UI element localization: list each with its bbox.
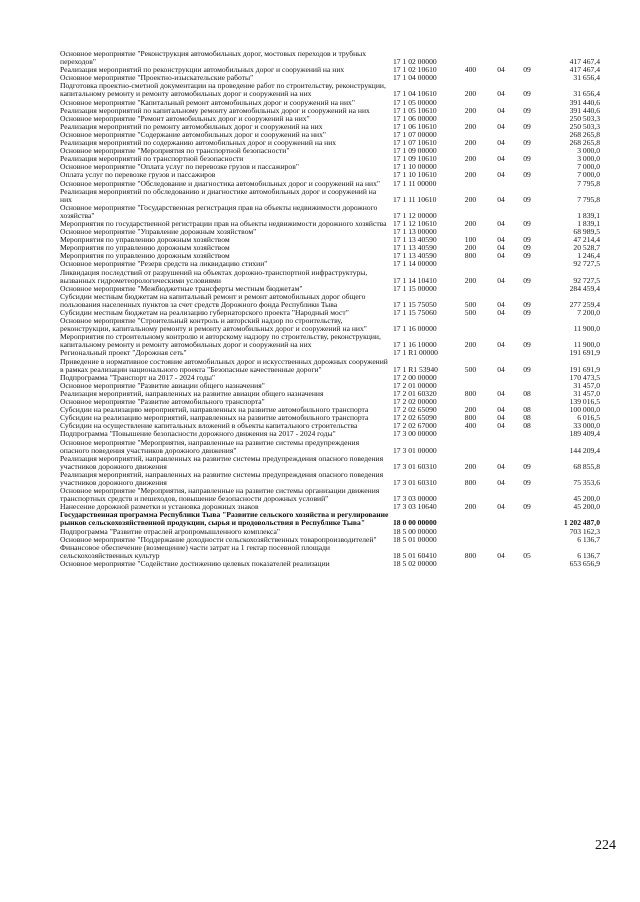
row-code: 17 1 06 10610: [393, 121, 437, 131]
row-sum: 268 265,8: [569, 129, 600, 139]
row-name: Основное мероприятие "Строительный контроль и авторский надзор по строительству, реконструкции, капитальному ремонту и ремонту автомобильных дорог и сооружений на них": [60, 316, 367, 334]
row-vr: 100: [464, 235, 477, 245]
row-sum: 68 855,8: [573, 461, 600, 471]
row-sum: 1 246,4: [577, 251, 600, 261]
row-sum: 92 727,5: [573, 275, 600, 285]
row-sum: 268 265,8: [569, 138, 600, 148]
row-code: 17 2 02 67000: [393, 421, 437, 431]
row-code: 17 1 14 10410: [393, 275, 437, 285]
row-code: 17 1 13 40590: [393, 251, 437, 261]
row-rz: 04: [497, 405, 505, 415]
row-vr: 200: [464, 502, 477, 512]
table-row: [60, 511, 600, 527]
row-code: 17 1 16 00000: [393, 324, 437, 334]
row-sum: 92 727,5: [573, 259, 600, 269]
row-vr: 200: [464, 170, 477, 180]
row-pr: 08: [523, 388, 531, 398]
row-code: 17 3 03 10640: [393, 502, 437, 512]
row-sum: 7 200,0: [577, 308, 600, 317]
row-sum: 3 000,0: [577, 154, 600, 164]
row-rz: 04: [497, 388, 505, 398]
row-pr: 08: [523, 421, 531, 431]
row-sum: 31 457,0: [573, 380, 600, 390]
row-vr: 800: [464, 251, 477, 261]
row-pr: 09: [523, 218, 531, 228]
table-row: [60, 204, 600, 220]
row-rz: 04: [497, 121, 505, 131]
budget-table: [60, 50, 600, 568]
row-code: 17 1 05 10610: [393, 105, 437, 115]
row-name: Оплата услуг по перевозке грузов и пассажиров: [60, 170, 216, 180]
row-code: 17 3 00 00000: [393, 429, 437, 439]
row-name: Мероприятия по управлению дорожным хозяйством: [60, 235, 230, 245]
table-row: [60, 455, 600, 471]
row-sum: 45 200,0: [573, 494, 600, 504]
row-code: 17 1 15 75060: [393, 308, 437, 317]
row-vr: 200: [464, 243, 477, 253]
row-name: Основное мероприятие "Мероприятия, направленные на развитие системы предупреждения опасного поведения участников дорожного движения": [60, 437, 360, 455]
row-pr: 09: [523, 299, 531, 309]
row-sum: 6 136,7: [577, 534, 600, 544]
row-code: 17 1 13 40590: [393, 243, 437, 253]
row-code: 18 5 01 60410: [393, 550, 437, 560]
row-name: Реализация мероприятий, направленных на развитие системы предупреждения опасного поведения участников дорожного движения: [60, 469, 384, 487]
row-name: Основное мероприятие "Обследование и диагностика автомобильных дорог и сооружений на них": [60, 178, 381, 188]
row-name: Основное мероприятие "Развитие автомобильного транспорта": [60, 397, 265, 407]
row-vr: 200: [464, 154, 477, 164]
row-sum: 417 467,4: [569, 65, 600, 75]
row-code: 17 1 09 00000: [393, 146, 437, 156]
row-rz: 04: [497, 65, 505, 75]
row-pr: 09: [523, 477, 531, 487]
row-name: Финансовое обеспечение (возмещение) части затрат на 1 гектар посевной площади сельскохозяйственных культур: [60, 542, 330, 560]
row-name: Основное мероприятие "Мероприятия по транспортной безопасности": [60, 146, 290, 156]
table-row: [60, 487, 600, 503]
row-code: 17 1 13 40590: [393, 235, 437, 245]
row-sum: 7 000,0: [577, 170, 600, 180]
row-rz: 04: [497, 275, 505, 285]
row-sum: 11 900,0: [573, 324, 600, 334]
row-rz: 04: [497, 308, 505, 317]
row-code: 18 5 02 00000: [393, 558, 437, 568]
row-sum: 139 016,5: [569, 397, 600, 407]
row-pr: 09: [523, 89, 531, 99]
row-name: Реализация мероприятий, направленных на развитие авиации общего назначения: [60, 388, 324, 398]
row-sum: 1 839,1: [577, 218, 600, 228]
row-vr: 200: [464, 89, 477, 99]
row-pr: 09: [523, 461, 531, 471]
table-row: [60, 293, 600, 309]
row-name: Субсидии местным бюджетам на капитальный ремонт и ремонт автомобильных дорог общего пользования населенных пунктов за счет средств Дорожного фонда Республики Тыва: [60, 291, 366, 309]
row-pr: 09: [523, 340, 531, 350]
row-name: Подготовка проектно-сметной документации на проведение работ по строительству, реконструкции, капитальному ремонту и ремонту автомобильных дорог и сооружений на них: [60, 81, 386, 99]
row-pr: 09: [523, 65, 531, 75]
row-rz: 04: [497, 413, 505, 423]
row-name: Основное мероприятие "Межбюджетные трансферты местным бюджетам": [60, 283, 303, 293]
row-vr: 800: [464, 388, 477, 398]
row-pr: 08: [523, 405, 531, 415]
row-code: 17 2 01 00000: [393, 380, 437, 390]
row-vr: 200: [464, 121, 477, 131]
row-pr: 09: [523, 364, 531, 374]
row-sum: 31 656,4: [573, 73, 600, 83]
row-pr: 09: [523, 502, 531, 512]
row-name: Государственная программа Республики Тыва "Развитие сельского хозяйства и регулирование рынков сельскохозяйственной продукции, сырья и продовольствия в Республике Тыва": [60, 510, 389, 528]
row-vr: 200: [464, 340, 477, 350]
row-vr: 800: [464, 413, 477, 423]
row-sum: 6 016,5: [577, 413, 600, 423]
row-code: 18 0 00 00000: [393, 518, 437, 528]
row-name: Основное мероприятие "Государственная регистрация прав на объекты недвижимости дорожного хозяйства": [60, 202, 378, 220]
row-code: 17 2 02 00000: [393, 397, 437, 407]
row-code: 17 1 04 00000: [393, 73, 437, 83]
row-code: 17 1 07 00000: [393, 129, 437, 139]
table-row: [60, 439, 600, 455]
row-sum: 47 214,4: [573, 235, 600, 245]
row-rz: 04: [497, 461, 505, 471]
row-sum: 100 000,0: [569, 405, 600, 415]
page-number: 224: [595, 838, 616, 853]
row-code: 17 1 10 10610: [393, 170, 437, 180]
row-vr: 200: [464, 138, 477, 148]
row-sum: 250 503,3: [569, 113, 600, 123]
row-sum: 20 528,7: [573, 243, 600, 253]
row-vr: 200: [464, 275, 477, 285]
row-sum: 68 989,5: [573, 227, 600, 237]
row-code: 17 2 00 00000: [393, 372, 437, 382]
row-sum: 1 202 487,0: [563, 518, 600, 528]
row-pr: 08: [523, 413, 531, 423]
row-code: 17 1 11 10610: [393, 194, 437, 204]
row-code: 17 1 12 00000: [393, 210, 437, 220]
row-sum: 33 000,0: [573, 421, 600, 431]
row-name: Мероприятия по управлению дорожным хозяйством: [60, 243, 230, 253]
row-rz: 04: [497, 138, 505, 148]
row-name: Реализация мероприятий по капитальному ремонту автомобильных дорог и сооружений на них: [60, 105, 370, 115]
row-code: 17 1 10 00000: [393, 162, 437, 172]
row-rz: 04: [497, 477, 505, 487]
row-rz: 04: [497, 235, 505, 245]
row-code: 17 1 15 75050: [393, 299, 437, 309]
row-vr: 800: [464, 477, 477, 487]
row-code: 17 1 02 10610: [393, 65, 437, 75]
row-name: Субсидии на осуществление капитальных вложений в объекты капитального строительства: [60, 421, 358, 431]
row-name: Реализация мероприятий по реконструкции автомобильных дорог и сооружений на них: [60, 65, 345, 75]
row-code: 17 1 12 10610: [393, 218, 437, 228]
row-code: 17 1 R1 53940: [393, 364, 438, 374]
row-name: Реализация мероприятий по ремонту автомобильных дорог и сооружений на них: [60, 121, 323, 131]
row-sum: 6 136,7: [577, 550, 600, 560]
row-pr: 09: [523, 194, 531, 204]
row-code: 17 1 02 00000: [393, 57, 437, 67]
row-sum: 7 000,0: [577, 162, 600, 172]
row-name: Субсидии на реализацию мероприятий, направленных на развитие автомобильного транспорта: [60, 405, 369, 415]
row-code: 17 3 01 60310: [393, 477, 437, 487]
row-rz: 04: [497, 364, 505, 374]
row-name: Региональный проект "Дорожная сеть": [60, 348, 187, 358]
row-name: Реализация мероприятий по содержанию автомобильных дорог и сооружений на них: [60, 138, 337, 148]
row-name: Основное мероприятие "Проектно-изыскательские работы": [60, 73, 254, 83]
row-rz: 04: [497, 299, 505, 309]
row-code: 17 2 02 65090: [393, 413, 437, 423]
row-rz: 04: [497, 243, 505, 253]
row-sum: 75 353,6: [573, 477, 600, 487]
row-sum: 284 459,4: [569, 283, 600, 293]
row-code: 17 1 09 10610: [393, 154, 437, 164]
row-name: Основное мероприятие "Поддержание доходности сельскохозяйственных товаропроизводителей": [60, 534, 377, 544]
row-vr: 500: [464, 364, 477, 374]
row-vr: 400: [464, 65, 477, 75]
row-name: Нанесение дорожной разметки и установка дорожных знаков: [60, 502, 259, 512]
row-sum: 45 200,0: [573, 502, 600, 512]
row-vr: 500: [464, 308, 477, 317]
row-pr: 09: [523, 105, 531, 115]
row-code: 17 1 11 00000: [393, 178, 437, 188]
row-rz: 04: [497, 154, 505, 164]
row-vr: 500: [464, 299, 477, 309]
row-name: Основное мероприятие "Оплата услуг по перевозке грузов и пассажиров": [60, 162, 299, 172]
table-row: [60, 358, 600, 374]
row-vr: 200: [464, 194, 477, 204]
row-sum: 191 691,9: [569, 348, 600, 358]
row-code: 17 1 16 10000: [393, 340, 437, 350]
row-name: Реализация мероприятий по транспортной безопасности: [60, 154, 244, 164]
row-code: 18 5 01 00000: [393, 534, 437, 544]
row-name: Мероприятия по строительному контролю и авторскому надзору по строительству, реконструкции, капитальному ремонту и ремонту автомобильных дорог и сооружений на них: [60, 332, 381, 350]
row-pr: 09: [523, 154, 531, 164]
row-code: 17 2 02 65090: [393, 405, 437, 415]
row-name: Основное мероприятие "Резерв средств на ликвидацию стихии": [60, 259, 268, 269]
row-code: 17 1 04 10610: [393, 89, 437, 99]
row-name: Основное мероприятие "Ремонт автомобильных дорог и сооружений на них": [60, 113, 310, 123]
row-code: 17 3 03 00000: [393, 494, 437, 504]
table-row: [60, 544, 600, 560]
row-code: 18 5 00 00000: [393, 526, 437, 536]
row-pr: 09: [523, 275, 531, 285]
row-name: Основное мероприятие "Управление дорожным хозяйством": [60, 227, 257, 237]
row-rz: 04: [497, 194, 505, 204]
row-name: Ликвидация последствий от разрушений на объектах дорожно-транспортной инфраструктуры, вызванных гидрометеорологическими условиями: [60, 267, 368, 285]
row-sum: 391 440,6: [569, 97, 600, 107]
row-name: Основное мероприятие "Мероприятия, направленные на развитие системы организации движения транспортных средств и пешеходов, повышение безопасности дорожных условий": [60, 486, 380, 504]
row-code: 17 3 01 00000: [393, 445, 437, 455]
row-sum: 277 259,4: [569, 299, 600, 309]
row-rz: 04: [497, 89, 505, 99]
row-sum: 7 795,8: [577, 178, 600, 188]
table-row: [60, 269, 600, 285]
row-pr: 09: [523, 138, 531, 148]
row-name: Подпрограмма "Повышение безопасности дорожного движения на 2017 - 2024 годы": [60, 429, 336, 439]
table-row: [60, 471, 600, 487]
row-name: Основное мероприятие "Капитальный ремонт автомобильных дорог и сооружений на них": [60, 97, 355, 107]
row-rz: 04: [497, 340, 505, 350]
table-row: [60, 333, 600, 349]
row-sum: 31 457,0: [573, 388, 600, 398]
row-name: Подпрограмма "Развитие отраслей агропромышленного комплекса": [60, 526, 280, 536]
row-pr: 09: [523, 251, 531, 261]
row-vr: 200: [464, 105, 477, 115]
row-sum: 170 473,5: [569, 372, 600, 382]
table-row: [60, 317, 600, 333]
row-code: 17 1 R1 00000: [393, 348, 438, 358]
row-sum: 31 656,4: [573, 89, 600, 99]
row-name: Мероприятия по государственной регистрации прав на объекты недвижимости дорожного хозяйства: [60, 218, 387, 228]
row-vr: 800: [464, 550, 477, 560]
table-row: [60, 50, 600, 66]
table-row: [60, 82, 600, 98]
row-sum: 3 000,0: [577, 146, 600, 156]
row-rz: 04: [497, 550, 505, 560]
row-code: 17 1 13 00000: [393, 227, 437, 237]
row-name: Основное мероприятие "Содержание автомобильных дорог и сооружений на них": [60, 129, 326, 139]
row-vr: 200: [464, 461, 477, 471]
row-pr: 09: [523, 308, 531, 317]
table-row: [60, 188, 600, 204]
row-sum: 191 691,9: [569, 364, 600, 374]
row-name: Приведение в нормативное состояние автомобильных дорог и искусственных дорожных сооружений в рамках реализации национального проекта "Безопасные качественные дороги": [60, 356, 388, 374]
row-sum: 7 795,8: [577, 194, 600, 204]
row-sum: 1 839,1: [577, 210, 600, 220]
row-rz: 04: [497, 105, 505, 115]
row-name: Подпрограмма "Транспорт на 2017 - 2024 годы": [60, 372, 216, 382]
row-rz: 04: [497, 218, 505, 228]
row-code: 17 2 01 60320: [393, 388, 437, 398]
row-pr: 09: [523, 121, 531, 131]
row-vr: 400: [464, 421, 477, 431]
row-sum: 391 440,6: [569, 105, 600, 115]
row-rz: 04: [497, 170, 505, 180]
row-name: Мероприятия по управлению дорожным хозяйством: [60, 251, 230, 261]
row-sum: 653 656,9: [569, 558, 600, 568]
row-name: Реализация мероприятий по обследованию и диагностике автомобильных дорог и сооружений на них: [60, 186, 377, 204]
row-vr: 200: [464, 218, 477, 228]
row-sum: 189 409,4: [569, 429, 600, 439]
row-name: Субсидии местным бюджетам на реализацию губернаторского проекта "Народный мост": [60, 308, 349, 317]
row-name: Основное мероприятие "Содействие достижению целевых показателей реализации: [60, 558, 330, 568]
row-name: Реализация мероприятий, направленных на развитие системы предупреждения опасного поведения участников дорожного движения: [60, 453, 384, 471]
row-code: 17 1 06 00000: [393, 113, 437, 123]
row-name: Основное мероприятие "Реконструкция автомобильных дорог, мостовых переходов и трубных переходов": [60, 49, 367, 67]
row-code: 17 3 01 60310: [393, 461, 437, 471]
row-pr: 05: [523, 550, 531, 560]
row-rz: 04: [497, 251, 505, 261]
row-rz: 04: [497, 502, 505, 512]
row-code: 17 1 05 00000: [393, 97, 437, 107]
row-name: Основное мероприятие "Развитие авиации общего назначения": [60, 380, 265, 390]
row-pr: 09: [523, 243, 531, 253]
row-code: 17 1 07 10610: [393, 138, 437, 148]
row-vr: 200: [464, 405, 477, 415]
row-sum: 144 209,4: [569, 445, 600, 455]
row-sum: 250 503,3: [569, 121, 600, 131]
row-code: 17 1 14 00000: [393, 259, 437, 269]
row-sum: 11 900,0: [573, 340, 600, 350]
row-sum: 703 162,3: [569, 526, 600, 536]
row-pr: 09: [523, 170, 531, 180]
row-sum: 417 467,4: [569, 57, 600, 67]
row-pr: 09: [523, 235, 531, 245]
row-code: 17 1 15 00000: [393, 283, 437, 293]
table-row: [60, 560, 600, 568]
row-name: Субсидии на реализацию мероприятий, направленных на развитие автомобильного транспорта: [60, 413, 369, 423]
row-rz: 04: [497, 421, 505, 431]
